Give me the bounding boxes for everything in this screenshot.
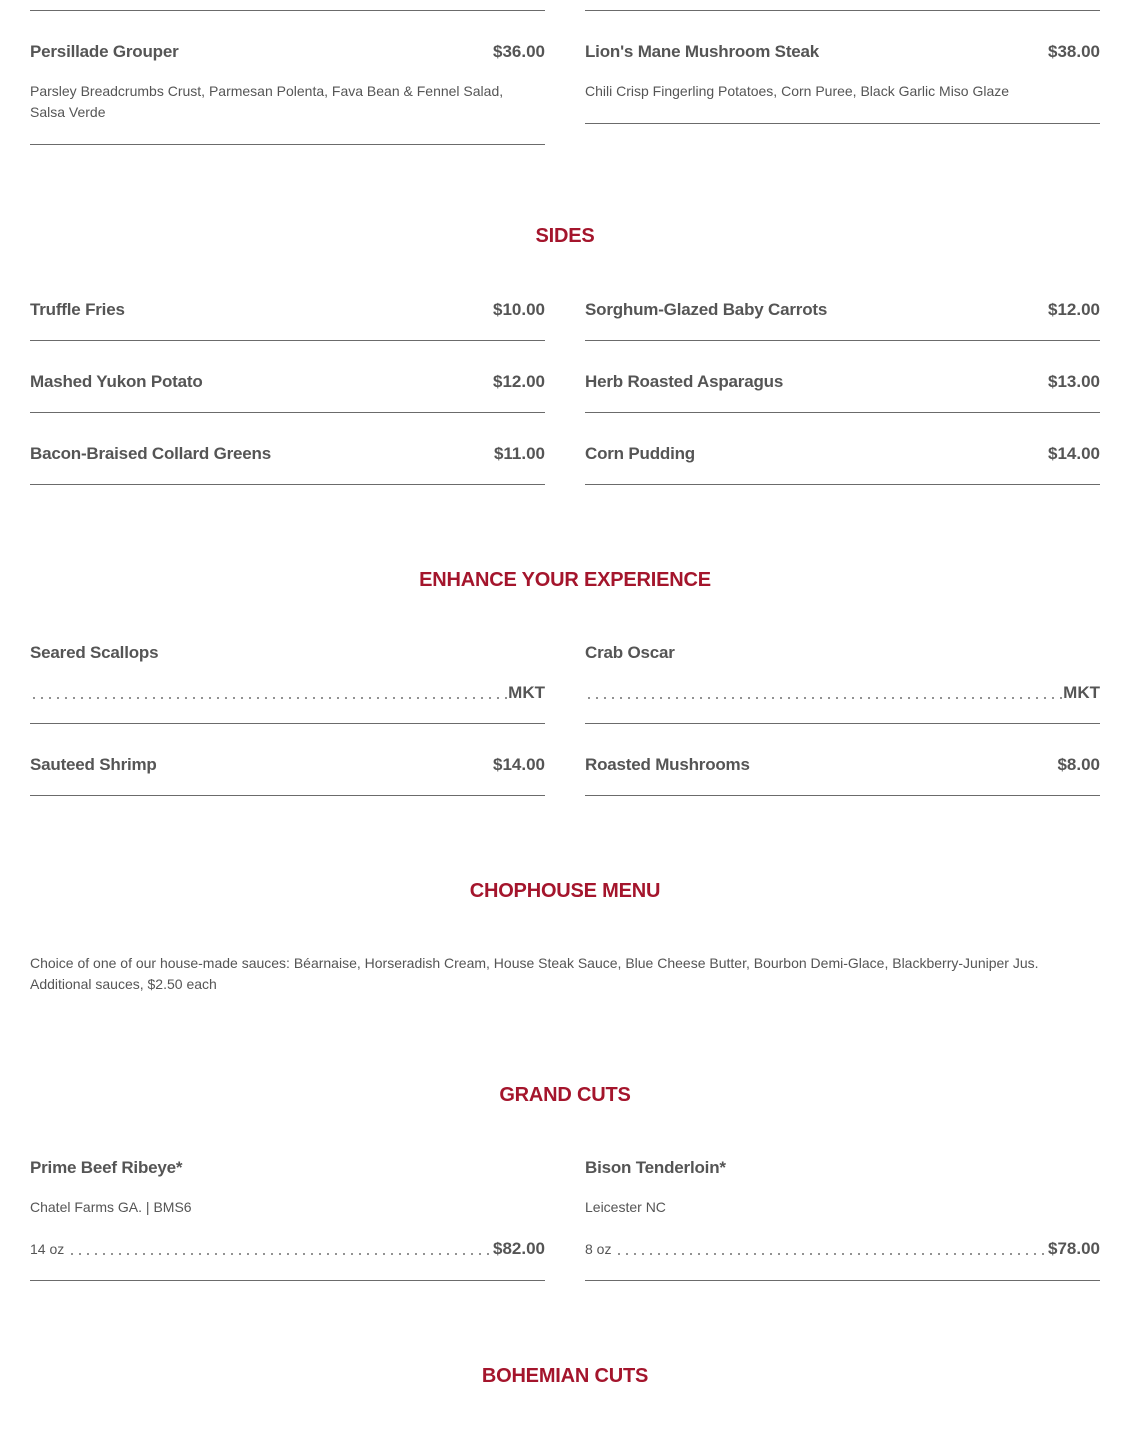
item-origin: Leicester NC — [585, 1199, 666, 1215]
divider — [30, 412, 545, 413]
item-portion: 8 oz — [585, 1241, 612, 1257]
divider — [585, 10, 1100, 11]
item-price: $12.00 — [1048, 300, 1100, 319]
divider — [585, 340, 1100, 341]
chophouse-description: Choice of one of our house-made sauces: Béarnaise, Horseradish Cream, House Steak Sauce, Blue Cheese Butter, Bourbon Demi-Glace, Blackberry-Juniper Jus. Additional sauces, $2.50 each — [30, 955, 1039, 992]
section-title-enhance: ENHANCE YOUR EXPERIENCE — [419, 569, 711, 591]
item-name: Bacon-Braised Collard Greens — [30, 444, 271, 463]
divider — [30, 484, 545, 485]
item-name: Sorghum-Glazed Baby Carrots — [585, 300, 828, 319]
divider — [585, 795, 1100, 796]
item-price: $11.00 — [493, 444, 545, 463]
item-name: Mashed Yukon Potato — [30, 372, 203, 391]
item-name: Prime Beef Ribeye* — [30, 1158, 183, 1177]
price-row — [30, 1239, 545, 1259]
item-name: Persillade Grouper — [30, 42, 179, 61]
divider — [30, 144, 545, 145]
item-name: Bison Tenderloin* — [585, 1158, 726, 1177]
item-price: $78.00 — [1048, 1239, 1100, 1258]
divider — [585, 1280, 1100, 1281]
item-price: $14.00 — [1048, 444, 1100, 463]
item-price: $13.00 — [1048, 372, 1100, 391]
divider — [585, 484, 1100, 485]
price-row — [585, 1239, 1100, 1259]
dot-leader — [585, 696, 1063, 700]
divider — [585, 412, 1100, 413]
item-name: Roasted Mushrooms — [585, 755, 750, 774]
dot-leader — [615, 1252, 1048, 1256]
item-price: $38.00 — [1048, 42, 1100, 61]
item-name: Lion's Mane Mushroom Steak — [585, 42, 820, 61]
dot-leader — [68, 1252, 493, 1256]
divider — [30, 795, 545, 796]
item-price: MKT — [1063, 683, 1100, 702]
price-row — [585, 683, 1100, 703]
dot-leader — [30, 696, 508, 700]
divider — [585, 723, 1100, 724]
divider — [30, 10, 545, 11]
item-portion: 14 oz — [30, 1241, 65, 1257]
item-name: Herb Roasted Asparagus — [585, 372, 784, 391]
item-price: $12.00 — [493, 372, 545, 391]
divider — [585, 123, 1100, 124]
item-name: Truffle Fries — [30, 300, 125, 319]
item-price: $36.00 — [493, 42, 545, 61]
item-name: Seared Scallops — [30, 643, 159, 662]
divider — [30, 723, 545, 724]
section-title-bohemian-cuts: BOHEMIAN CUTS — [481, 1365, 649, 1387]
item-description: Parsley Breadcrumbs Crust, Parmesan Polenta, Fava Bean & Fennel Salad, Salsa Verde — [30, 83, 504, 120]
item-price: $82.00 — [493, 1239, 545, 1258]
section-title-chophouse: CHOPHOUSE MENU — [469, 880, 661, 902]
item-price: $10.00 — [493, 300, 545, 319]
section-title-sides: SIDES — [535, 225, 595, 247]
item-price: $14.00 — [493, 755, 545, 774]
divider — [30, 340, 545, 341]
item-price: $8.00 — [1057, 755, 1100, 774]
item-name: Sauteed Shrimp — [30, 755, 157, 774]
item-description: Chili Crisp Fingerling Potatoes, Corn Puree, Black Garlic Miso Glaze — [585, 83, 1010, 99]
divider — [30, 1280, 545, 1281]
section-title-grand-cuts: GRAND CUTS — [499, 1084, 631, 1106]
item-name: Crab Oscar — [585, 643, 675, 662]
price-row — [30, 683, 545, 703]
item-origin: Chatel Farms GA. | BMS6 — [30, 1199, 192, 1215]
item-price: MKT — [508, 683, 545, 702]
item-name: Corn Pudding — [585, 444, 695, 463]
